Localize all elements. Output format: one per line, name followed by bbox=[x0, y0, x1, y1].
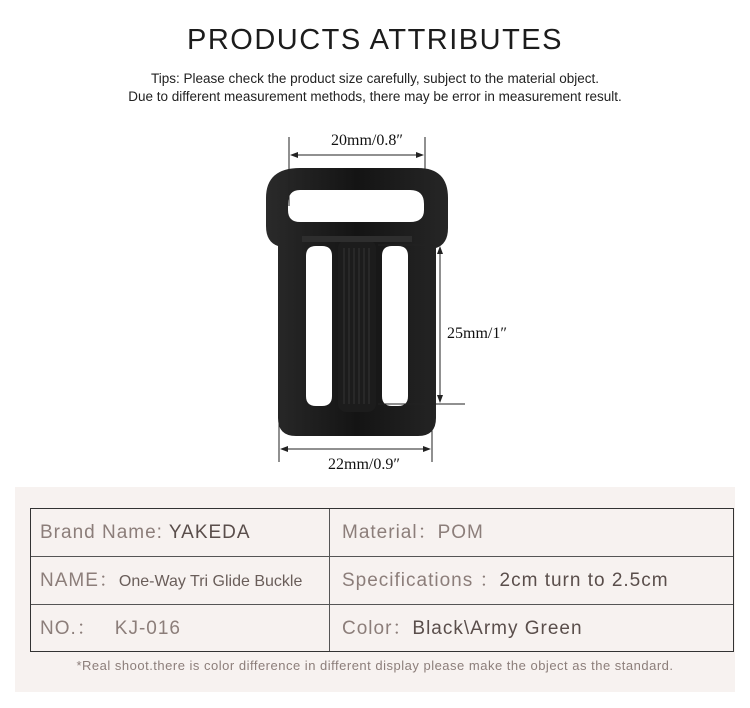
name-cell bbox=[40, 557, 302, 605]
brand-label: Brand Name: bbox=[40, 522, 169, 543]
spec-label: Specifications ： bbox=[342, 570, 500, 591]
footer-note: *Real shoot.there is color difference in different display please make the object as the standard. bbox=[76, 658, 674, 673]
no-value: KJ-016 bbox=[114, 618, 181, 639]
dim-width-bottom: 22mm/0.9″ bbox=[328, 456, 400, 473]
table-row bbox=[31, 604, 733, 653]
name-label: NAME： bbox=[40, 570, 119, 591]
color-cell bbox=[342, 605, 583, 653]
material-label: Material： bbox=[342, 522, 438, 543]
spec-table bbox=[30, 508, 734, 652]
material-cell bbox=[342, 509, 484, 557]
no-label: NO.： bbox=[40, 618, 97, 639]
color-value: Black\Army Green bbox=[412, 618, 583, 639]
page-title: PRODUCTS ATTRIBUTES bbox=[187, 24, 563, 56]
dim-height: 25mm/1″ bbox=[447, 325, 507, 342]
tip-line-1: Tips: Please check the product size carefully, subject to the material object. bbox=[151, 71, 599, 86]
spec-cell bbox=[342, 557, 669, 605]
buckle-crossbar bbox=[302, 236, 412, 242]
brand-cell bbox=[40, 509, 251, 557]
tip-line-2: Due to different measurement methods, there may be error in measurement result. bbox=[128, 89, 622, 104]
no-cell bbox=[40, 605, 181, 653]
dim-width-top: 20mm/0.8″ bbox=[331, 132, 403, 149]
table-row bbox=[31, 509, 733, 557]
brand-value: YAKEDA bbox=[168, 522, 251, 543]
name-value: One-Way Tri Glide Buckle bbox=[118, 573, 303, 590]
material-value: POM bbox=[437, 522, 484, 543]
spec-value: 2cm turn to 2.5cm bbox=[499, 570, 669, 591]
table-row bbox=[31, 556, 733, 605]
color-label: Color： bbox=[342, 618, 413, 639]
